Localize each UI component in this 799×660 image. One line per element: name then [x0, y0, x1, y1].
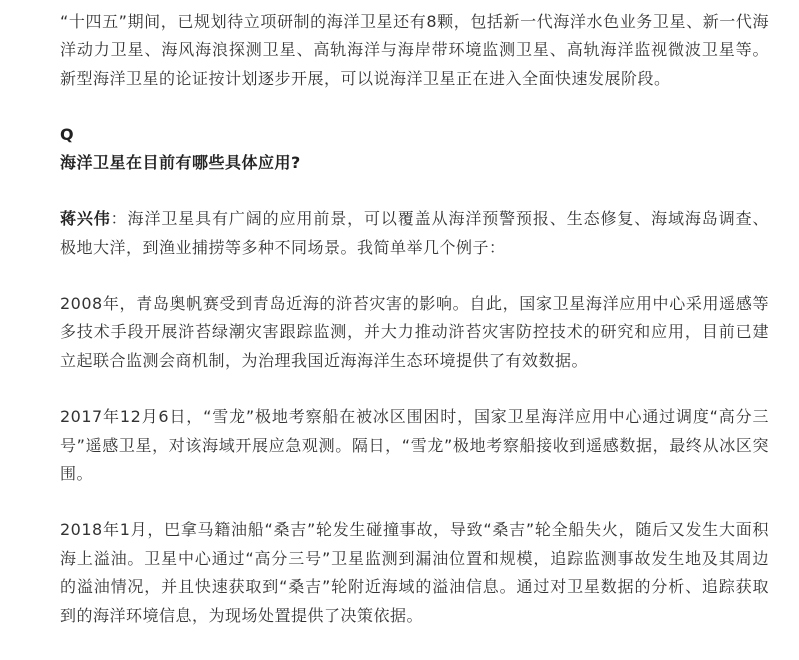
intro-paragraph: “十四五”期间，已规划待立项研制的海洋卫星还有8颗，包括新一代海洋水色业务卫星、新一代海洋动力卫星、海风海浪探测卫星、高轨海洋与海岸带环境监测卫星、高轨海洋监视微波卫星等。新型海洋卫星的论证按计划逐步开展，可以说海洋卫星正在进入全面快速发展阶段。 — [60, 12, 769, 88]
question-block — [60, 121, 769, 177]
answer-text: ：海洋卫星具有广阔的应用前景，可以覆盖从海洋预警预报、生态修复、海域海岛调查、极地大洋，到渔业捕捞等多种不同场景。我简单举几个例子： — [60, 209, 769, 257]
example-2017-paragraph: 2017年12月6日，“雪龙”极地考察船在被冰区围困时，国家卫星海洋应用中心通过调度“高分三号”遥感卫星，对该海域开展应急观测。隔日，“雪龙”极地考察船接收到遥感数据，最终从冰区突围。 — [60, 407, 769, 484]
example-2008-paragraph: 2008年，青岛奥帆赛受到青岛近海的浒苔灾害的影响。自此，国家卫星海洋应用中心采用遥感等多技术手段开展浒苔绿潮灾害跟踪监测，并大力推动浒苔灾害防控技术的研究和应用，目前已建立起联合监测会商机制，为治理我国近海海洋生态环境提供了有效数据。 — [60, 294, 769, 370]
answer-paragraph — [60, 205, 769, 262]
question-marker: Q — [60, 125, 74, 145]
example-2018-paragraph: 2018年1月，巴拿马籍油船“桑吉”轮发生碰撞事故，导致“桑吉”轮全船失火，随后又发生大面积海上溢油。卫星中心通过“高分三号”卫星监测到漏油位置和规模，追踪监测事故发生地及其周边的溢油情况，并且快速获取到“桑吉”轮附近海域的溢油信息。通过对卫星数据的分析、追踪获取到的海洋环境信息，为现场处置提供了决策依据。 — [60, 520, 769, 625]
question-heading: 海洋卫星在目前有哪些具体应用? — [60, 153, 301, 173]
answer-speaker: 蒋兴伟 — [60, 209, 111, 229]
